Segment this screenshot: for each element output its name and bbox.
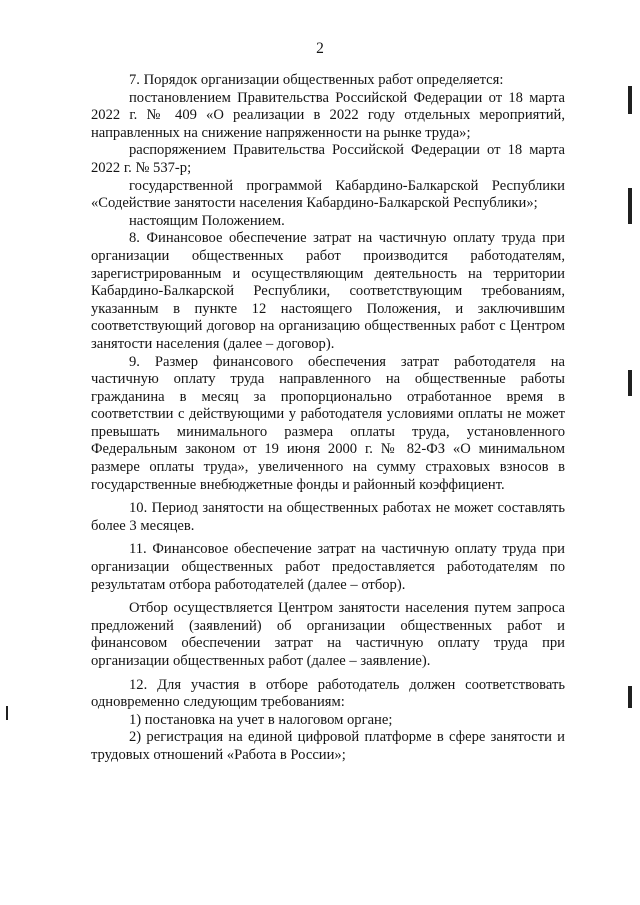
paragraph: 1) постановка на учет в налоговом органе; [129,711,393,728]
paragraph: 8. Финансовое обеспечение затрат на частичную оплату труда при организации общественных работ производится работодателям, зарегистрированным и осуществляющим деятельность на территории Кабардино-Балкарской Республики, соответствующим требованиям, указанным в пункте 12 настоящего Положения, и заключившим соответствующий договор на организацию общественных работ с Центром занятости населения (далее – договор). [91,230,565,352]
paragraph: 11. Финансовое обеспечение затрат на частичную оплату труда при организации общественных работ предоставляется работодателям по результатам отбора работодателей (далее – отбор). [91,541,565,593]
paragraph: 9. Размер финансового обеспечения затрат работодателя на частичную оплату труда направленного на общественные работы гражданина в месяц за пропорционально отработанное время в соответствии с действующими у работодателя условиями оплаты не может превышать минимального размера оплаты труда, установленного Федеральным законом от 19 июня 2000 г. № 82-ФЗ «О минимальном размере оплаты труда», увеличенного на сумму страховых взносов в государственные внебюджетные фонды и районный коэффициент. [91,353,565,493]
scan-mark [628,370,632,396]
paragraph: Отбор осуществляется Центром занятости населения путем запроса предложений (заявлений) об организации общественных работ и финансовом обеспечении затрат на частичную оплату труда при организации общественных работ (далее – заявление). [91,600,565,669]
paragraph: 10. Период занятости на общественных работах не может составлять более 3 месяцев. [91,500,565,534]
scan-mark [628,86,632,114]
paragraph: государственной программой Кабардино-Балкарской Республики «Содействие занятости населения Кабардино-Балкарской Республики»; [91,177,565,212]
paragraph: постановлением Правительства Российской Федерации от 18 марта 2022 г. № 409 «О реализации в 2022 году отдельных мероприятий, направленных на снижение напряженности на рынке труда»; [91,89,565,141]
paragraph: 2) регистрация на единой цифровой платформе в сфере занятости и трудовых отношений «Работа в России»; [91,729,565,763]
scan-mark [628,188,632,224]
scan-mark [628,686,632,708]
paragraph: распоряжением Правительства Российской Федерации от 18 марта 2022 г. № 537-р; [91,142,565,176]
paragraph: 7. Порядок организации общественных работ определяется: [129,72,504,88]
scan-mark [6,706,8,720]
paragraph: настоящим Положением. [129,212,285,229]
page-number: 2 [316,40,324,57]
document-body [91,72,565,765]
paragraph: 12. Для участия в отборе работодатель должен соответствовать одновременно следующим требованиям: [91,676,565,711]
